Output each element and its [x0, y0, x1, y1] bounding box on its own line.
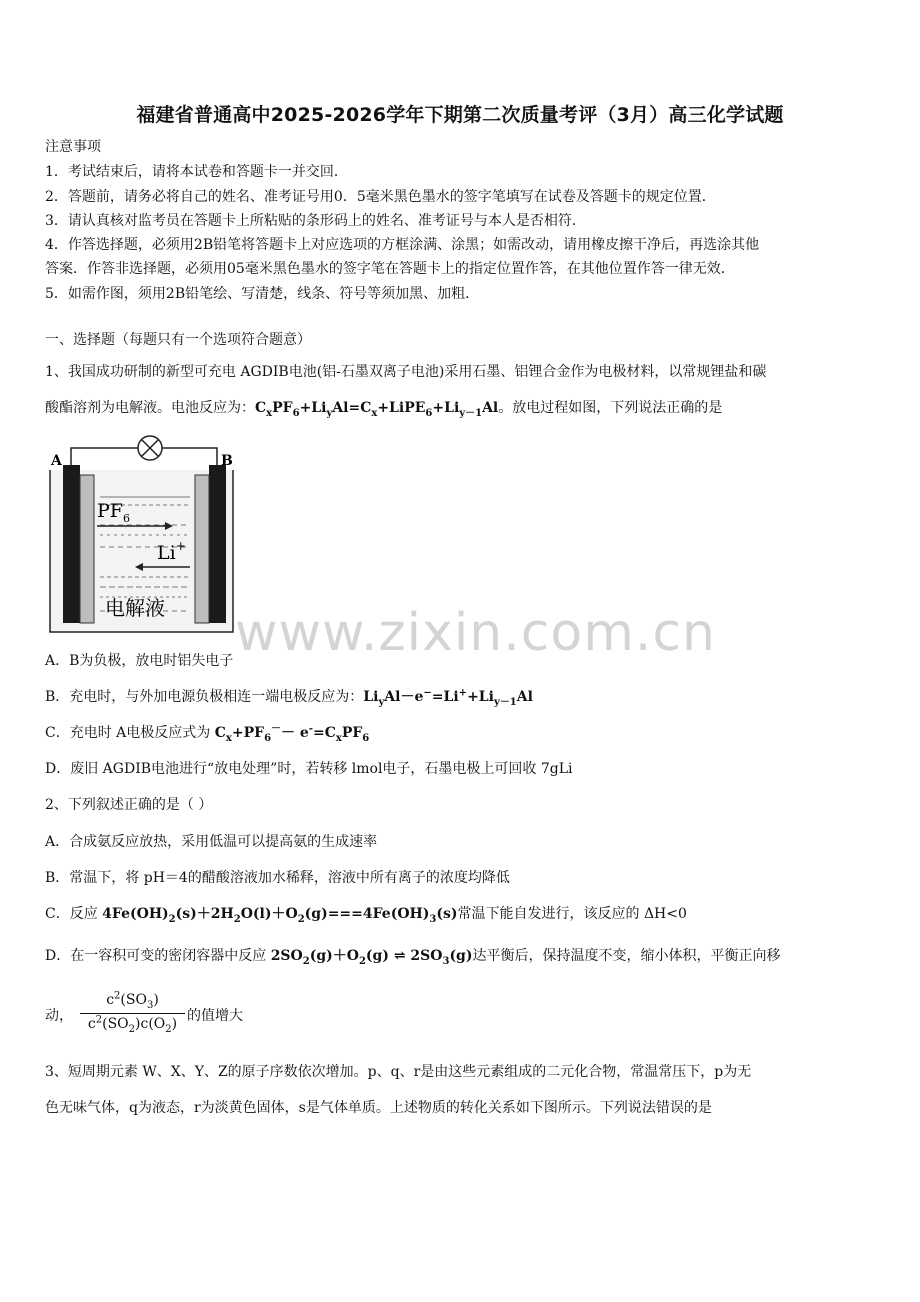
page-title: 福建省普通高中2025-2026学年下期第二次质量考评（3月）高三化学试题 [136, 104, 784, 126]
q2-option-d-suffix: 达平衡后，保持温度不变，缩小体积，平衡正向移 [472, 948, 781, 964]
question-2-stem: 2、下列叙述正确的是（ ） [45, 797, 213, 813]
ion-pf6-sub: 6 [122, 512, 130, 525]
electrode-b [209, 465, 226, 623]
q2-option-b: B．常温下，将 pH＝4的醋酸溶液加水稀释，溶液中所有离子的浓度均降低 [45, 870, 510, 886]
notice-item: 4．作答选择题，必须用2B铅笔将答题卡上对应选项的方框涂满、涂黑；如需改动，请用橡皮擦干净后，再选涂其他 [45, 237, 760, 253]
question-3-stem: 3、短周期元素 W、X、Y、Z的原子序数依次增加。p、q、r是由这些元素组成的二元化合物，常温常压下，p为无 [45, 1064, 752, 1080]
q2-option-c [45, 904, 687, 924]
fraction-numerator: $c^2(SO_3)$ [106, 990, 159, 1011]
q2-option-d-line2-a: 动， [45, 1008, 73, 1024]
q2-option-c-text: C．反应 [45, 906, 103, 922]
q1-equation: $C_xPF_6+Li_yAl=C_x+LiPE_6+Li_{y-1}Al$ [255, 400, 499, 419]
q1-option-b-equation: $Li_yAl-e^-=Li^++Li_{y-1}Al$ [363, 687, 533, 708]
fraction-denominator: $c^2(SO_2)c(O_2)$ [87, 1014, 178, 1035]
ion-li-text: Li [157, 542, 176, 564]
notice-item: 1．考试结束后，请将本试卷和答题卡一并交回． [45, 164, 348, 180]
question-1-stem-line2 [45, 398, 722, 418]
label-a: A [51, 453, 62, 469]
q2-option-d [45, 946, 780, 966]
q1-option-c-equation: $C_x+PF_6^-- e^-=C_xPF_6$ [214, 723, 370, 744]
notice-item: 3．请认真核对监考员在答题卡上所粘贴的条形码上的姓名、准考证号与本人是否相符． [45, 213, 586, 229]
notice-item: 2．答题前，请务必将自己的姓名、准考证号用0．5毫米黑色墨水的签字笔填写在试卷及答题卡的规定位置． [45, 189, 716, 205]
battery-diagram [45, 435, 245, 635]
electrode-b-coating [195, 475, 209, 623]
q2-option-d-equation: $2SO_2(g)+O_2(g)$ ⇌ $2SO_3(g)$ [270, 948, 473, 967]
notice-item: 5．如需作图，须用2B铅笔绘、写清楚，线条、符号等须加黑、加粗． [45, 286, 480, 302]
q2-option-d-text: D．在一容积可变的密闭容器中反应 [45, 948, 271, 964]
notice-item: 答案．作答非选择题，必须用05毫米黑色墨水的签字笔在答题卡上的指定位置作答，在其他位置作答一律无效． [45, 261, 735, 277]
ion-li-sup: + [175, 539, 186, 553]
notice-heading: 注意事项 [45, 139, 101, 155]
electrolyte-label: 电解液 [105, 596, 165, 620]
q1-option-c [45, 723, 369, 743]
electrode-a [63, 465, 80, 623]
q2-option-c-suffix: 常温下能自发进行，该反应的 ΔH<0 [457, 906, 687, 922]
q1-option-b [45, 687, 533, 707]
section-heading: 一、选择题（每题只有一个选项符合题意） [45, 332, 311, 348]
q1-option-c-text: C．充电时 A电极反应式为 [45, 725, 215, 741]
q1-option-a: A．B为负极，放电时铝失电子 [45, 653, 234, 669]
q1-option-d: D．废旧 AGDIB电池进行“放电处理”时，若转移 lmol电子，石墨电极上可回收 7gLi [45, 761, 573, 777]
question-1-stem: 1、我国成功研制的新型可充电 AGDIB电池(铝-石墨双离子电池)采用石墨、铝锂合金作为电极材料，以常规锂盐和碳 [45, 364, 767, 380]
q1-text-a: 酸酯溶剂为电解液。电池反应为： [45, 400, 255, 416]
q2-option-a: A．合成氨反应放热，采用低温可以提高氨的生成速率 [45, 834, 378, 850]
ion-pf6-text: PF [97, 500, 123, 522]
electrode-a-coating [80, 475, 94, 623]
watermark: www.zixin.com.cn [235, 603, 716, 663]
question-3-stem-line2: 色无味气体，q为液态，r为淡黄色固体，s是气体单质。上述物质的转化关系如下图所示。下列说法错误的是 [45, 1100, 712, 1116]
q1-option-b-text: B．充电时，与外加电源负极相连一端电极反应为： [45, 689, 364, 705]
q2-option-d-line2-b: 的值增大 [187, 1008, 243, 1024]
q2-option-c-equation: $4Fe(OH)_2(s)+2H_2O(l)+O_2(g)===4Fe(OH)_3(s)$ [102, 906, 458, 925]
q2-fraction [80, 992, 185, 1036]
label-b: B [221, 453, 233, 469]
q1-text-b: 。放电过程如图，下列说法正确的是 [498, 400, 723, 416]
